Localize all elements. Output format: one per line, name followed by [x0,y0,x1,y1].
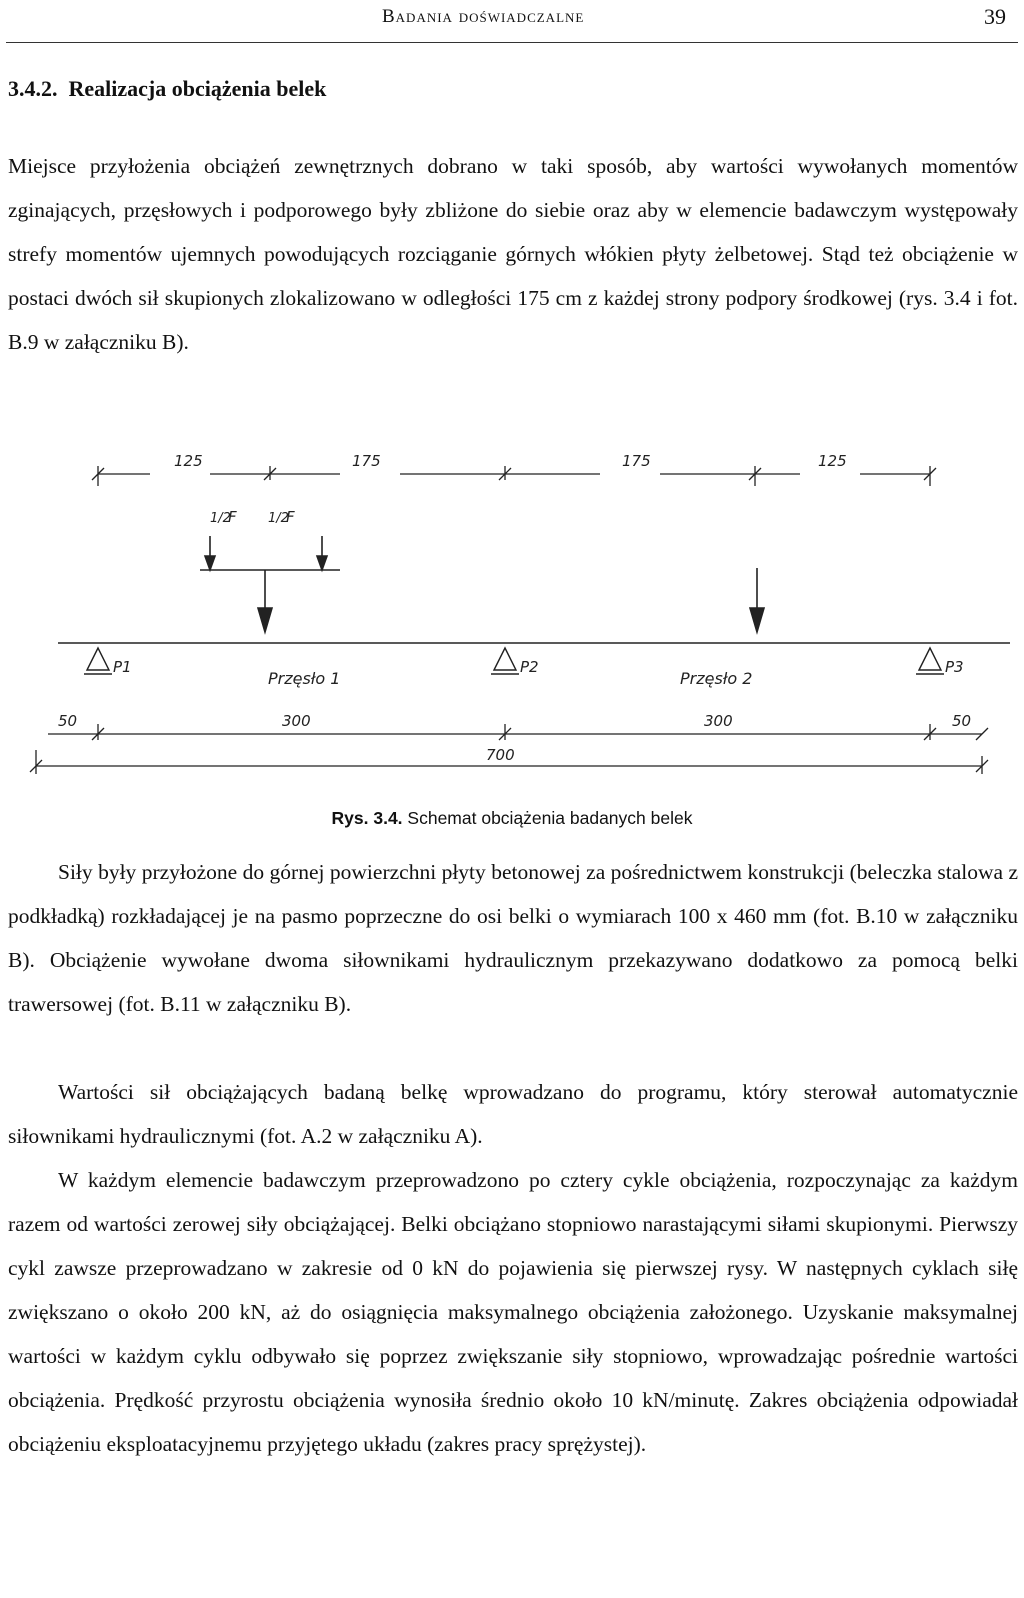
figure-caption [0,808,1024,829]
top-dim-2: 175 [352,452,381,470]
page-header [0,6,1024,36]
bottom-dim-1: 50 [58,712,78,730]
top-dim-1: 125 [174,452,203,470]
total-dim: 700 [486,746,515,764]
top-dim-4: 125 [818,452,847,470]
span-label-2: Przęsło 2 [680,669,753,688]
caption-text: Schemat obciążenia badanych belek [407,808,693,828]
paragraph-4: W każdym elemencie badawczym przeprowadzono po cztery cykle obciążenia, rozpoczynając za każdym razem od wartości zerowej siły obciążającej. Belki obciążano stopniowo narastającymi siłami skupionymi. Pierwszy cykl zawsze przeprowadzano w zakresie od 0 kN do pojawienia się pierwszej rysy. W następnych cyklach siłę zwiększano o około 200 kN, aż do osiągnięcia maksymalnego obciążenia założonego. Uzyskanie maksymalnej wartości w każdym cyklu odbywało się poprzez zwiększanie siły stopniowo, wprowadzając pośrednie wartości obciążenia. Prędkość przyrostu obciążenia wynosiła średnio około 10 kN/minutę. Zakres obciążenia odpowiadał obciążeniu eksploatacyjnemu przyjętego układu (zakres pracy sprężystej). [8,1168,1018,1456]
paragraph-1: Miejsce przyłożenia obciążeń zewnętrznych dobrano w taki sposób, aby wartości wywołanych momentów zginających, przęsłowych i podporowego były zbliżone do siebie oraz aby w elemencie badawczym występowały strefy momentów ujemnych powodujących rozciąganie górnych włókien płyty żelbetowej. Stąd też obciążenie w postaci dwóch sił skupionych zlokalizowano w odległości 175 cm z każdej strony podpory środkowej (rys. 3.4 i fot. B.9 w załączniku B). [8,154,1018,354]
load-distribution-beam [200,536,340,608]
header-rule [6,42,1018,43]
section-heading [8,76,326,102]
support-label-p3: P3 [945,658,964,676]
half-force-fraction-left: 1/2 [210,511,231,526]
half-force-label-right: F [286,508,295,526]
section-number: 3.4.2. [8,76,58,101]
half-force-fraction-right: 1/2 [268,511,289,526]
bottom-dim-2: 300 [282,712,311,730]
top-dim-3: 175 [622,452,651,470]
bottom-dim-4: 50 [952,712,972,730]
main-force-arrows [258,568,764,632]
bottom-dim-3: 300 [704,712,733,730]
caption-label: Rys. 3.4. [331,808,403,828]
paragraph-2: Siły były przyłożone do górnej powierzchni płyty betonowej za pośrednictwem konstrukcji (beleczka stalowa z podkładką) rozkładającej je na pasmo poprzeczne do osi belki o wymiarach 100 x 460 mm (fot. B.10 w załączniku B). Obciążenie wywołane dwoma siłownikami hydraulicznym przekazywano dodatkowo za pomocą belki trawersowej (fot. B.11 w załączniku B). [8,860,1018,1016]
support-label-p2: P2 [520,658,539,676]
span-label-1: Przęsło 1 [268,669,341,688]
running-head: Badania doświadczalne [382,6,585,27]
half-force-label-left: F [228,508,237,526]
page-number: 39 [984,4,1006,29]
loading-scheme-diagram [0,440,1024,790]
support-label-p1: P1 [113,658,132,676]
supports [84,648,944,674]
bottom-dimension-line [48,724,988,740]
loading-scheme-figure [0,440,1024,790]
section-title: Realizacja obciążenia belek [68,76,327,101]
paragraph-3: Wartości sił obciążających badaną belkę wprowadzano do programu, który sterował automatycznie siłownikami hydraulicznymi (fot. A.2 w załączniku A). [8,1080,1018,1148]
